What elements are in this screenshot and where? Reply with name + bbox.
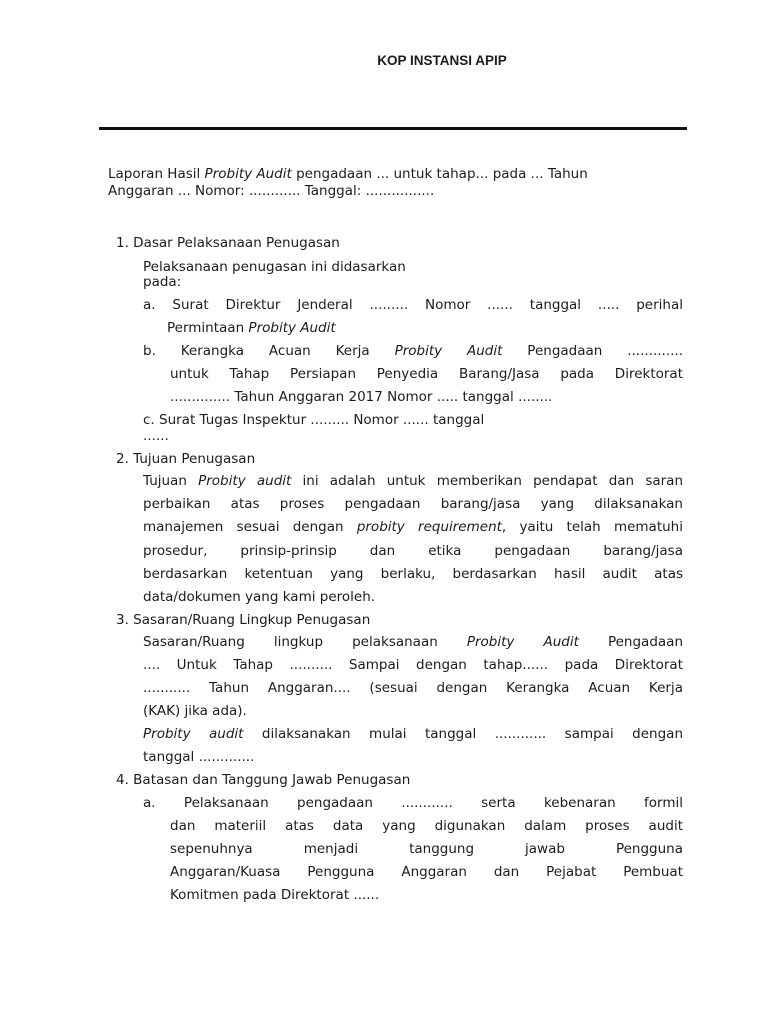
s2-text: Tujuan [143, 473, 199, 489]
s1-item-a-line-1: a. Surat Direktur Jenderal ......... Nomor ...... tanggal ..... perihal [143, 297, 683, 313]
s2-line-4: prosedur, prinsip-prinsip dan etika pengadaan barang/jasa [143, 543, 683, 559]
s3-line-4: (KAK) jika ada). [143, 703, 247, 719]
s1-intro-line-1: Pelaksanaan penugasan ini didasarkan [143, 259, 406, 275]
s1-item-b-line-3: .............. Tahun Anggaran 2017 Nomor ..... tanggal ........ [170, 389, 553, 405]
s2-text: ini adalah untuk memberikan pendapat dan saran [291, 473, 683, 489]
s1-item-b-line-1 [143, 343, 683, 360]
intro-text: pengadaan ... untuk tahap... pada ... Tahun [291, 166, 588, 182]
s2-italic: Probity audit [198, 473, 292, 489]
s3-italic: Probity audit [143, 726, 244, 742]
s3-line-3: ........... Tahun Anggaran.... (sesuai dengan Kerangka Acuan Kerja [143, 680, 683, 696]
s2-line-6: data/dokumen yang kami peroleh. [143, 589, 376, 605]
intro-line-2: Anggaran ... Nomor: ............ Tanggal: ................ [108, 183, 435, 199]
s3-line-5 [143, 726, 683, 743]
s3-line-1 [143, 634, 683, 651]
s4-item-a-line-3: sepenuhnya menjadi tanggung jawab Pengguna [170, 841, 683, 857]
s2-line-3 [143, 519, 683, 536]
s1-intro-line-2: pada: [143, 274, 182, 290]
s2-text: , yaitu telah mematuhi [501, 519, 683, 535]
s2-line-1 [143, 473, 683, 490]
intro-line-1 [108, 166, 588, 183]
s2-line-5: berdasarkan ketentuan yang berlaku, berdasarkan hasil audit atas [143, 566, 683, 582]
intro-italic: Probity Audit [204, 166, 292, 182]
s1-item-b-line-2: untuk Tahap Persiapan Penyedia Barang/Jasa pada Direktorat [170, 366, 683, 382]
section-2-heading: 2. Tujuan Penugasan [116, 451, 256, 467]
letterhead-rule [99, 127, 687, 130]
section-1-heading: 1. Dasar Pelaksanaan Penugasan [116, 235, 340, 251]
s3-text: Sasaran/Ruang lingkup pelaksanaan [143, 634, 467, 650]
s1-italic: Probity Audit [394, 343, 503, 359]
section-3-heading: 3. Sasaran/Ruang Lingkup Penugasan [116, 612, 371, 628]
s3-italic: Probity Audit [466, 634, 579, 650]
s1-italic: Probity Audit [248, 320, 336, 336]
s4-item-a-line-1: a. Pelaksanaan pengadaan ............ serta kebenaran formil [143, 795, 683, 811]
s4-item-a-line-4: Anggaran/Kuasa Pengguna Anggaran dan Pejabat Pembuat [170, 864, 683, 880]
s1-item-c-line-2: ...... [143, 428, 169, 444]
s1-item-c-line-1: c. Surat Tugas Inspektur ......... Nomor ...... tanggal [143, 412, 485, 428]
s3-text: Pengadaan [578, 634, 683, 650]
s1-item-a-line-2 [167, 320, 336, 337]
s2-text: manajemen sesuai dengan [143, 519, 357, 535]
section-4-heading: 4. Batasan dan Tanggung Jawab Penugasan [116, 772, 411, 788]
intro-text: Laporan Hasil [108, 166, 205, 182]
s4-item-a-line-5: Komitmen pada Direktorat ...... [170, 887, 380, 903]
s3-line-6: tanggal ............. [143, 749, 255, 765]
s3-line-2: .... Untuk Tahap .......... Sampai dengan tahap...... pada Direktorat [143, 657, 683, 673]
s1-text: Permintaan [167, 320, 249, 336]
s3-text: dilaksanakan mulai tanggal ............ sampai dengan [243, 726, 683, 742]
s1-text: b. Kerangka Acuan Kerja [143, 343, 395, 359]
letterhead-title: KOP INSTANSI APIP [377, 53, 507, 68]
s2-italic: probity requirement [356, 519, 502, 535]
s1-text: Pengadaan ............. [502, 343, 683, 359]
s2-line-2: perbaikan atas proses pengadaan barang/jasa yang dilaksanakan [143, 496, 683, 512]
s4-item-a-line-2: dan materiil atas data yang digunakan dalam proses audit [170, 818, 683, 834]
